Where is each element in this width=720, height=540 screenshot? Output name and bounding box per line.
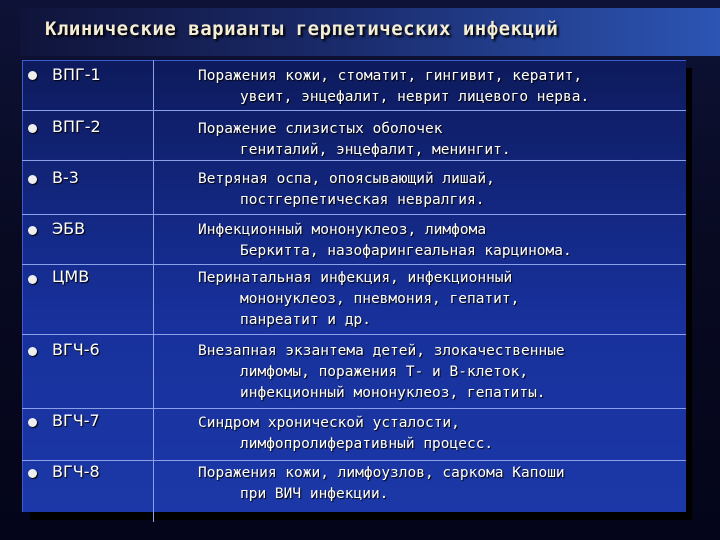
row-divider: [22, 214, 686, 215]
virus-name: В-3: [52, 168, 79, 187]
description-line: постгерпетическая невралгия.: [240, 192, 485, 208]
virus-name: ВГЧ-8: [52, 462, 100, 481]
bullet-icon: [28, 275, 37, 284]
virus-description: [198, 413, 683, 455]
description-line: увеит, энцефалит, неврит лицевого нерва.: [240, 89, 590, 105]
row-divider: [22, 408, 686, 409]
virus-name: ВГЧ-6: [52, 340, 100, 359]
bullet-icon: [28, 347, 37, 356]
virus-description: [198, 463, 683, 505]
virus-description: [198, 341, 683, 404]
description-line: Поражения кожи, лимфоузлов, саркома Капоши: [198, 465, 565, 481]
row-divider: [22, 334, 686, 335]
description-line: при ВИЧ инфекции.: [240, 486, 389, 502]
bullet-icon: [28, 124, 37, 133]
bullet-icon: [28, 469, 37, 478]
description-line: Поражения кожи, стоматит, гингивит, кератит,: [198, 68, 583, 84]
bullet-icon: [28, 418, 37, 427]
virus-description: [198, 169, 683, 211]
description-line: гениталий, энцефалит, менингит.: [240, 142, 511, 158]
description-line: Внезапная экзантема детей, злокачественные: [198, 343, 565, 359]
column-divider: [153, 60, 154, 522]
description-line: Поражение слизистых оболочек: [198, 121, 443, 137]
virus-description: [198, 119, 683, 161]
description-line: панреатит и др.: [240, 312, 371, 328]
virus-name: ЭБВ: [52, 219, 86, 238]
description-line: Синдром хронической усталости,: [198, 415, 460, 431]
bullet-icon: [28, 175, 37, 184]
description-line: Беркитта, назофарингеальная карцинома.: [240, 243, 572, 259]
virus-description: [198, 66, 683, 108]
row-divider: [22, 264, 686, 265]
virus-description: [198, 220, 683, 262]
virus-name: ВПГ-1: [52, 65, 101, 84]
description-line: инфекционный мононуклеоз, гепатиты.: [240, 385, 546, 401]
bullet-icon: [28, 71, 37, 80]
virus-name: ВПГ-2: [52, 117, 101, 136]
virus-name: ЦМВ: [52, 267, 90, 286]
virus-description: [198, 268, 683, 331]
virus-name: ВГЧ-7: [52, 411, 100, 430]
row-divider: [22, 460, 686, 461]
description-line: лимфомы, поражения Т- и В-клеток,: [240, 364, 529, 380]
row-divider: [22, 110, 686, 111]
description-line: Ветряная оспа, опоясывающий лишай,: [198, 171, 495, 187]
description-line: мононуклеоз, пневмония, гепатит,: [240, 291, 520, 307]
description-line: Перинатальная инфекция, инфекционный: [198, 270, 513, 286]
description-line: Инфекционный мононуклеоз, лимфома: [198, 222, 487, 238]
bullet-icon: [28, 226, 37, 235]
description-line: лимфопролиферативный процесс.: [240, 436, 494, 452]
slide-title: Клинические варианты герпетических инфекций: [45, 18, 559, 40]
